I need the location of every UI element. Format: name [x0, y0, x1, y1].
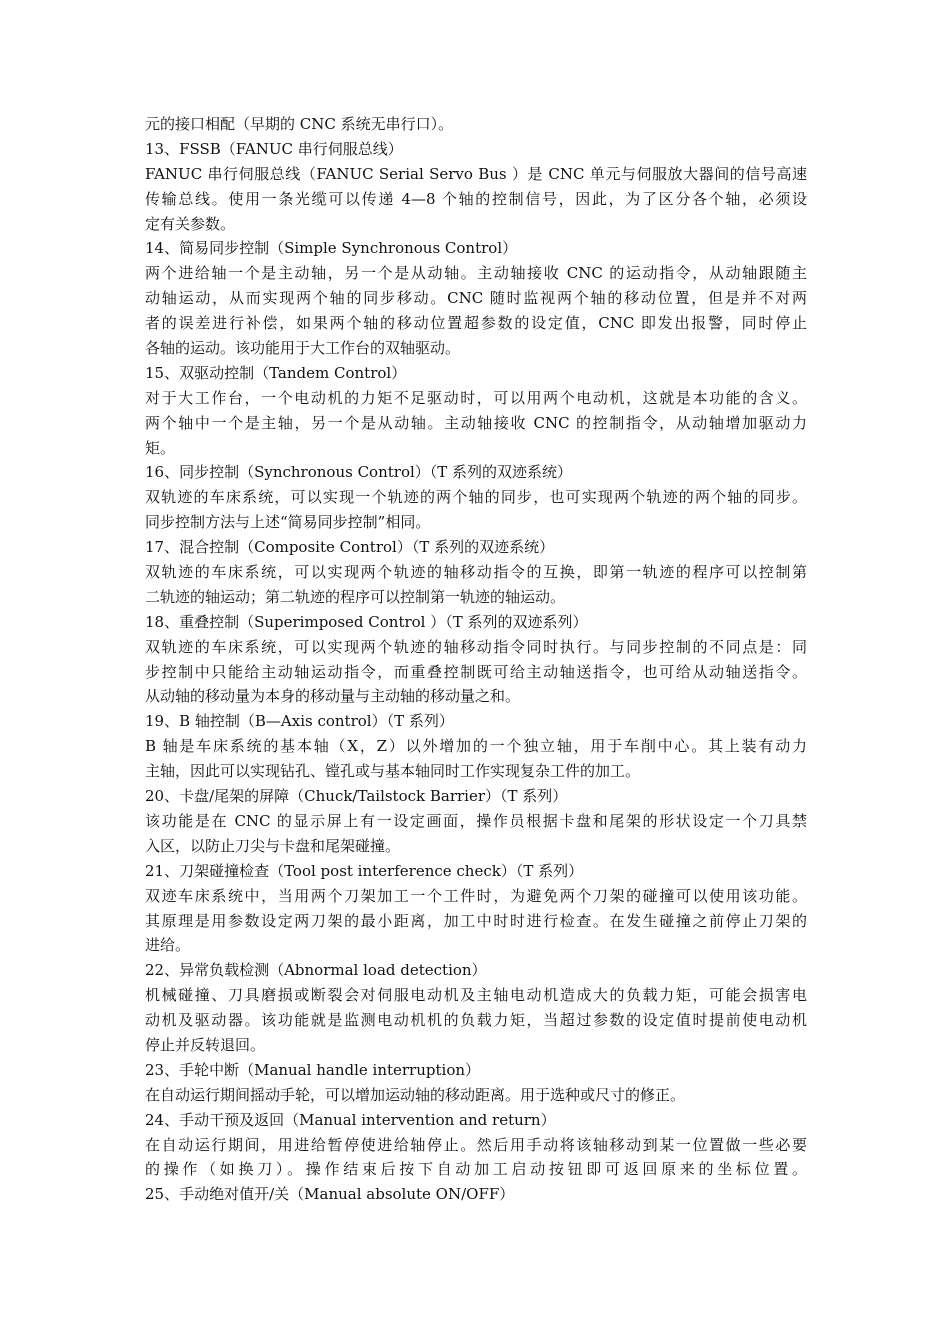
text-line: 23、手轮中断（Manual handle interruption）	[145, 1060, 481, 1079]
text-line: 二轨迹的轴运动；第二轨迹的程序可以控制第一轨迹的轴运动。	[145, 587, 566, 606]
text-line: 者的误差进行补偿，如果两个轴的移动位置超参数的设定值，CNC 即发出报警，同时停止	[145, 314, 807, 333]
text-line: 双迹车床系统中，当用两个刀架加工一个工件时，为避免两个刀架的碰撞可以使用该功能。	[145, 886, 807, 905]
text-line: 元的接口相配（早期的 CNC 系统无串行口）。	[145, 115, 454, 133]
text-line: 动机及驱动器。该功能就是监测电动机机的负载力矩，当超过参数的设定值时提前使电动机	[145, 1011, 807, 1030]
text-line: 从动轴的移动量为本身的移动量与主动轴的移动量之和。	[145, 687, 521, 706]
text-line: 停止并反转退回。	[145, 1035, 266, 1054]
text-line: 18、重叠控制（Superimposed Control ）（T 系列的双迹系列）	[145, 612, 588, 631]
text-line: 25、手动绝对值开/关（Manual absolute ON/OFF）	[145, 1185, 515, 1204]
text-line: 的操作（如换刀）。操作结束后按下自动加工启动按钮即可返回原来的坐标位置。	[145, 1160, 807, 1179]
text-line: 21、刀架碰撞检查（Tool post interference check）（T 系列）	[145, 861, 584, 880]
text-line: B 轴是车床系统的基本轴（X，Z）以外增加的一个独立轴，用于车削中心。其上装有动力	[145, 737, 807, 756]
text-line: 机械碰撞、刀具磨损或断裂会对伺服电动机及主轴电动机造成大的负载力矩，可能会损害电	[145, 986, 807, 1005]
text-line: 22、异常负载检测（Abnormal load detection）	[145, 961, 487, 980]
text-line: FANUC 串行伺服总线（FANUC Serial Servo Bus ）是 CNC 单元与伺服放大器间的信号高速	[145, 164, 807, 183]
text-line: 同步控制方法与上述“简易同步控制”相同。	[145, 513, 431, 532]
text-line: 该功能是在 CNC 的显示屏上有一设定画面，操作员根据卡盘和尾架的形状设定一个刀具禁	[145, 811, 807, 830]
text-line: 对于大工作台，一个电动机的力矩不足驱动时，可以用两个电动机，这就是本功能的含义。	[145, 388, 807, 407]
text-line: 17、混合控制（Composite Control）（T 系列的双迹系统）	[145, 538, 555, 557]
text-line: 双轨迹的车床系统，可以实现两个轨迹的轴移动指令的互换，即第一轨迹的程序可以控制第	[145, 563, 807, 582]
document-page	[145, 112, 807, 1207]
text-line: 矩。	[145, 438, 176, 457]
text-line: 19、B 轴控制（B—Axis control）（T 系列）	[145, 712, 454, 731]
text-line: 各轴的运动。该功能用于大工作台的双轴驱动。	[145, 339, 461, 358]
text-line: 15、双驱动控制（Tandem Control）	[145, 363, 407, 382]
text-line: 定有关参数。	[145, 214, 236, 233]
text-line: 传输总线。使用一条光缆可以传递 4—8 个轴的控制信号，因此，为了区分各个轴，必须设	[145, 189, 807, 208]
text-line: 其原理是用参数设定两刀架的最小距离，加工中时时进行检查。在发生碰撞之前停止刀架的	[145, 911, 807, 930]
text-line: 主轴，因此可以实现钻孔、镗孔或与基本轴同时工作实现复杂工件的加工。	[145, 762, 641, 781]
text-line: 16、同步控制（Synchronous Control）（T 系列的双迹系统）	[145, 463, 573, 482]
text-line: 14、简易同步控制（Simple Synchronous Control）	[145, 239, 518, 258]
text-line: 动轴运动，从而实现两个轴的同步移动。CNC 随时监视两个轴的移动位置，但是并不对两	[145, 289, 807, 308]
text-line: 24、手动干预及返回（Manual intervention and return）	[145, 1110, 556, 1129]
text-line: 双轨迹的车床系统，可以实现一个轨迹的两个轴的同步，也可实现两个轨迹的两个轴的同步。	[145, 488, 807, 507]
text-line: 在自动运行期间摇动手轮，可以增加运动轴的移动距离。用于选种或尺寸的修正。	[145, 1085, 686, 1104]
text-line: 两个进给轴一个是主动轴，另一个是从动轴。主动轴接收 CNC 的运动指令，从动轴跟随主	[145, 264, 807, 283]
text-line: 双轨迹的车床系统，可以实现两个轨迹的轴移动指令同时执行。与同步控制的不同点是：同	[145, 637, 807, 656]
text-line: 13、FSSB（FANUC 串行伺服总线）	[145, 139, 403, 158]
text-line: 20、卡盘/尾架的屏障（Chuck/Tailstock Barrier）（T 系列）	[145, 787, 568, 806]
text-line: 步控制中只能给主动轴运动指令，而重叠控制既可给主动轴送指令，也可给从动轴送指令。	[145, 662, 807, 681]
text-line: 入区，以防止刀尖与卡盘和尾架碰撞。	[145, 836, 401, 855]
text-line: 在自动运行期间，用进给暂停使进给轴停止。然后用手动将该轴移动到某一位置做一些必要	[145, 1135, 807, 1154]
text-line: 两个轴中一个是主轴，另一个是从动轴。主动轴接收 CNC 的控制指令，从动轴增加驱动力	[145, 413, 807, 432]
text-line: 进给。	[145, 936, 191, 955]
